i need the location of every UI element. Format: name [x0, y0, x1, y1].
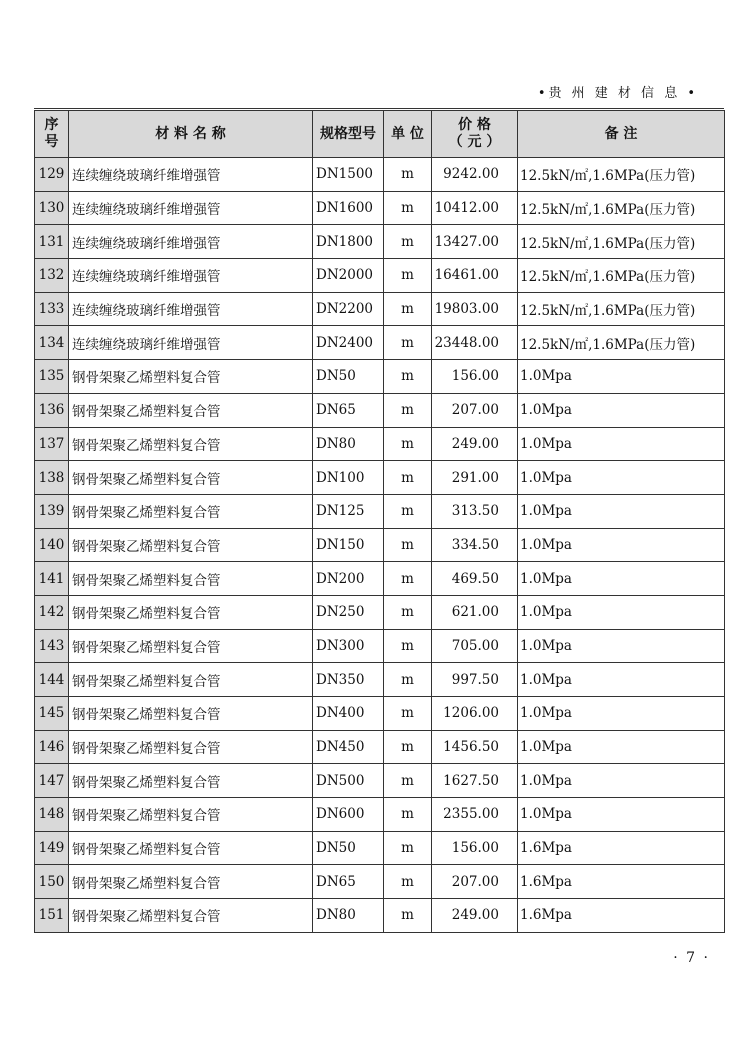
cell-spec: DN150 — [313, 528, 384, 562]
cell-spec: DN1600 — [313, 191, 384, 225]
cell-price: 334.50 — [432, 528, 518, 562]
cell-name: 连续缠绕玻璃纤维增强管 — [69, 158, 313, 192]
cell-unit: m — [384, 259, 432, 293]
cell-spec: DN1500 — [313, 158, 384, 192]
cell-price: 1627.50 — [432, 764, 518, 798]
cell-name: 钢骨架聚乙烯塑料复合管 — [69, 461, 313, 495]
cell-note: 1.6Mpa — [518, 831, 725, 865]
col-header-name: 材 料 名 称 — [69, 111, 313, 158]
cell-price: 9242.00 — [432, 158, 518, 192]
cell-unit: m — [384, 831, 432, 865]
cell-spec: DN350 — [313, 663, 384, 697]
cell-note: 12.5kN/㎡,1.6MPa(压力管) — [518, 326, 725, 360]
cell-name: 钢骨架聚乙烯塑料复合管 — [69, 562, 313, 596]
cell-price: 1456.50 — [432, 730, 518, 764]
cell-spec: DN600 — [313, 798, 384, 832]
cell-note: 1.0Mpa — [518, 663, 725, 697]
cell-note: 1.0Mpa — [518, 629, 725, 663]
cell-unit: m — [384, 427, 432, 461]
cell-note: 1.6Mpa — [518, 865, 725, 899]
cell-unit: m — [384, 764, 432, 798]
cell-no: 146 — [35, 730, 69, 764]
cell-name: 钢骨架聚乙烯塑料复合管 — [69, 595, 313, 629]
cell-note: 1.0Mpa — [518, 730, 725, 764]
cell-no: 138 — [35, 461, 69, 495]
publication-header: •贵 州 建 材 信 息 • — [537, 86, 698, 101]
cell-name: 钢骨架聚乙烯塑料复合管 — [69, 528, 313, 562]
cell-price: 997.50 — [432, 663, 518, 697]
cell-unit: m — [384, 494, 432, 528]
cell-price: 2355.00 — [432, 798, 518, 832]
cell-no: 148 — [35, 798, 69, 832]
cell-note: 1.6Mpa — [518, 899, 725, 933]
cell-unit: m — [384, 562, 432, 596]
header-rule — [34, 108, 724, 109]
cell-note: 12.5kN/㎡,1.6MPa(压力管) — [518, 225, 725, 259]
table-row — [35, 393, 725, 427]
cell-price: 156.00 — [432, 831, 518, 865]
table-row — [35, 158, 725, 192]
cell-unit: m — [384, 663, 432, 697]
cell-no: 149 — [35, 831, 69, 865]
cell-unit: m — [384, 865, 432, 899]
cell-spec: DN100 — [313, 461, 384, 495]
cell-unit: m — [384, 528, 432, 562]
table-header-row — [35, 111, 725, 158]
table-row — [35, 528, 725, 562]
cell-no: 151 — [35, 899, 69, 933]
col-header-price-line2: （ 元 ） — [448, 134, 501, 150]
cell-name: 钢骨架聚乙烯塑料复合管 — [69, 865, 313, 899]
table-row — [35, 697, 725, 731]
table-row — [35, 764, 725, 798]
cell-price: 156.00 — [432, 360, 518, 394]
table-row — [35, 191, 725, 225]
cell-no: 144 — [35, 663, 69, 697]
cell-no: 140 — [35, 528, 69, 562]
cell-name: 钢骨架聚乙烯塑料复合管 — [69, 798, 313, 832]
cell-name: 钢骨架聚乙烯塑料复合管 — [69, 427, 313, 461]
cell-note: 1.0Mpa — [518, 528, 725, 562]
cell-no: 132 — [35, 259, 69, 293]
cell-price: 291.00 — [432, 461, 518, 495]
cell-unit: m — [384, 158, 432, 192]
cell-price: 249.00 — [432, 427, 518, 461]
cell-spec: DN80 — [313, 427, 384, 461]
cell-no: 143 — [35, 629, 69, 663]
cell-spec: DN50 — [313, 360, 384, 394]
cell-unit: m — [384, 730, 432, 764]
cell-note: 1.0Mpa — [518, 427, 725, 461]
cell-no: 136 — [35, 393, 69, 427]
cell-no: 135 — [35, 360, 69, 394]
cell-name: 钢骨架聚乙烯塑料复合管 — [69, 697, 313, 731]
cell-price: 19803.00 — [432, 292, 518, 326]
cell-spec: DN400 — [313, 697, 384, 731]
cell-no: 145 — [35, 697, 69, 731]
cell-unit: m — [384, 697, 432, 731]
cell-spec: DN50 — [313, 831, 384, 865]
table-row — [35, 798, 725, 832]
col-header-price-line1: 价 格 — [458, 117, 491, 133]
cell-no: 134 — [35, 326, 69, 360]
cell-name: 连续缠绕玻璃纤维增强管 — [69, 292, 313, 326]
cell-price: 249.00 — [432, 899, 518, 933]
cell-spec: DN80 — [313, 899, 384, 933]
table-row — [35, 360, 725, 394]
table-row — [35, 326, 725, 360]
cell-no: 141 — [35, 562, 69, 596]
col-header-unit: 单 位 — [384, 111, 432, 158]
cell-unit: m — [384, 461, 432, 495]
cell-no: 139 — [35, 494, 69, 528]
table-row — [35, 730, 725, 764]
cell-unit: m — [384, 393, 432, 427]
cell-note: 1.0Mpa — [518, 393, 725, 427]
cell-note: 1.0Mpa — [518, 360, 725, 394]
table-row — [35, 461, 725, 495]
cell-name: 连续缠绕玻璃纤维增强管 — [69, 225, 313, 259]
cell-price: 207.00 — [432, 865, 518, 899]
cell-note: 12.5kN/㎡,1.6MPa(压力管) — [518, 259, 725, 293]
table-row — [35, 225, 725, 259]
table-row — [35, 663, 725, 697]
cell-name: 钢骨架聚乙烯塑料复合管 — [69, 831, 313, 865]
cell-spec: DN125 — [313, 494, 384, 528]
cell-price: 13427.00 — [432, 225, 518, 259]
price-table — [34, 110, 725, 933]
cell-unit: m — [384, 798, 432, 832]
cell-no: 142 — [35, 595, 69, 629]
page-number: · 7 · — [673, 950, 710, 966]
cell-spec: DN300 — [313, 629, 384, 663]
cell-unit: m — [384, 225, 432, 259]
table-row — [35, 562, 725, 596]
cell-price: 621.00 — [432, 595, 518, 629]
cell-name: 钢骨架聚乙烯塑料复合管 — [69, 764, 313, 798]
cell-spec: DN500 — [313, 764, 384, 798]
cell-no: 130 — [35, 191, 69, 225]
cell-name: 钢骨架聚乙烯塑料复合管 — [69, 494, 313, 528]
cell-price: 23448.00 — [432, 326, 518, 360]
cell-note: 1.0Mpa — [518, 697, 725, 731]
cell-note: 1.0Mpa — [518, 562, 725, 596]
cell-name: 钢骨架聚乙烯塑料复合管 — [69, 393, 313, 427]
col-header-no: 序号 — [35, 111, 69, 158]
cell-note: 1.0Mpa — [518, 798, 725, 832]
cell-note: 1.0Mpa — [518, 595, 725, 629]
cell-unit: m — [384, 191, 432, 225]
cell-note: 12.5kN/㎡,1.6MPa(压力管) — [518, 292, 725, 326]
cell-price: 16461.00 — [432, 259, 518, 293]
cell-no: 137 — [35, 427, 69, 461]
cell-name: 钢骨架聚乙烯塑料复合管 — [69, 360, 313, 394]
cell-note: 12.5kN/㎡,1.6MPa(压力管) — [518, 191, 725, 225]
table-row — [35, 427, 725, 461]
cell-unit: m — [384, 360, 432, 394]
cell-no: 147 — [35, 764, 69, 798]
cell-no: 129 — [35, 158, 69, 192]
cell-no: 133 — [35, 292, 69, 326]
cell-spec: DN2400 — [313, 326, 384, 360]
table-row — [35, 899, 725, 933]
cell-price: 469.50 — [432, 562, 518, 596]
cell-price: 313.50 — [432, 494, 518, 528]
table-row — [35, 259, 725, 293]
cell-spec: DN65 — [313, 393, 384, 427]
table-body — [35, 158, 725, 933]
cell-name: 连续缠绕玻璃纤维增强管 — [69, 191, 313, 225]
cell-note: 1.0Mpa — [518, 764, 725, 798]
cell-note: 1.0Mpa — [518, 494, 725, 528]
col-header-spec: 规格型号 — [313, 111, 384, 158]
cell-price: 207.00 — [432, 393, 518, 427]
cell-no: 131 — [35, 225, 69, 259]
cell-price: 10412.00 — [432, 191, 518, 225]
cell-unit: m — [384, 595, 432, 629]
cell-name: 连续缠绕玻璃纤维增强管 — [69, 259, 313, 293]
cell-spec: DN250 — [313, 595, 384, 629]
table-row — [35, 831, 725, 865]
cell-note: 1.0Mpa — [518, 461, 725, 495]
cell-unit: m — [384, 292, 432, 326]
cell-spec: DN200 — [313, 562, 384, 596]
cell-spec: DN450 — [313, 730, 384, 764]
cell-price: 705.00 — [432, 629, 518, 663]
cell-name: 连续缠绕玻璃纤维增强管 — [69, 326, 313, 360]
cell-note: 12.5kN/㎡,1.6MPa(压力管) — [518, 158, 725, 192]
table-row — [35, 865, 725, 899]
cell-name: 钢骨架聚乙烯塑料复合管 — [69, 899, 313, 933]
cell-spec: DN2200 — [313, 292, 384, 326]
cell-unit: m — [384, 629, 432, 663]
table-row — [35, 629, 725, 663]
cell-no: 150 — [35, 865, 69, 899]
cell-unit: m — [384, 899, 432, 933]
table-row — [35, 595, 725, 629]
cell-name: 钢骨架聚乙烯塑料复合管 — [69, 629, 313, 663]
cell-spec: DN2000 — [313, 259, 384, 293]
col-header-price — [432, 111, 518, 158]
cell-name: 钢骨架聚乙烯塑料复合管 — [69, 663, 313, 697]
table-row — [35, 494, 725, 528]
cell-spec: DN65 — [313, 865, 384, 899]
cell-name: 钢骨架聚乙烯塑料复合管 — [69, 730, 313, 764]
cell-unit: m — [384, 326, 432, 360]
table-row — [35, 292, 725, 326]
cell-price: 1206.00 — [432, 697, 518, 731]
cell-spec: DN1800 — [313, 225, 384, 259]
col-header-note: 备 注 — [518, 111, 725, 158]
